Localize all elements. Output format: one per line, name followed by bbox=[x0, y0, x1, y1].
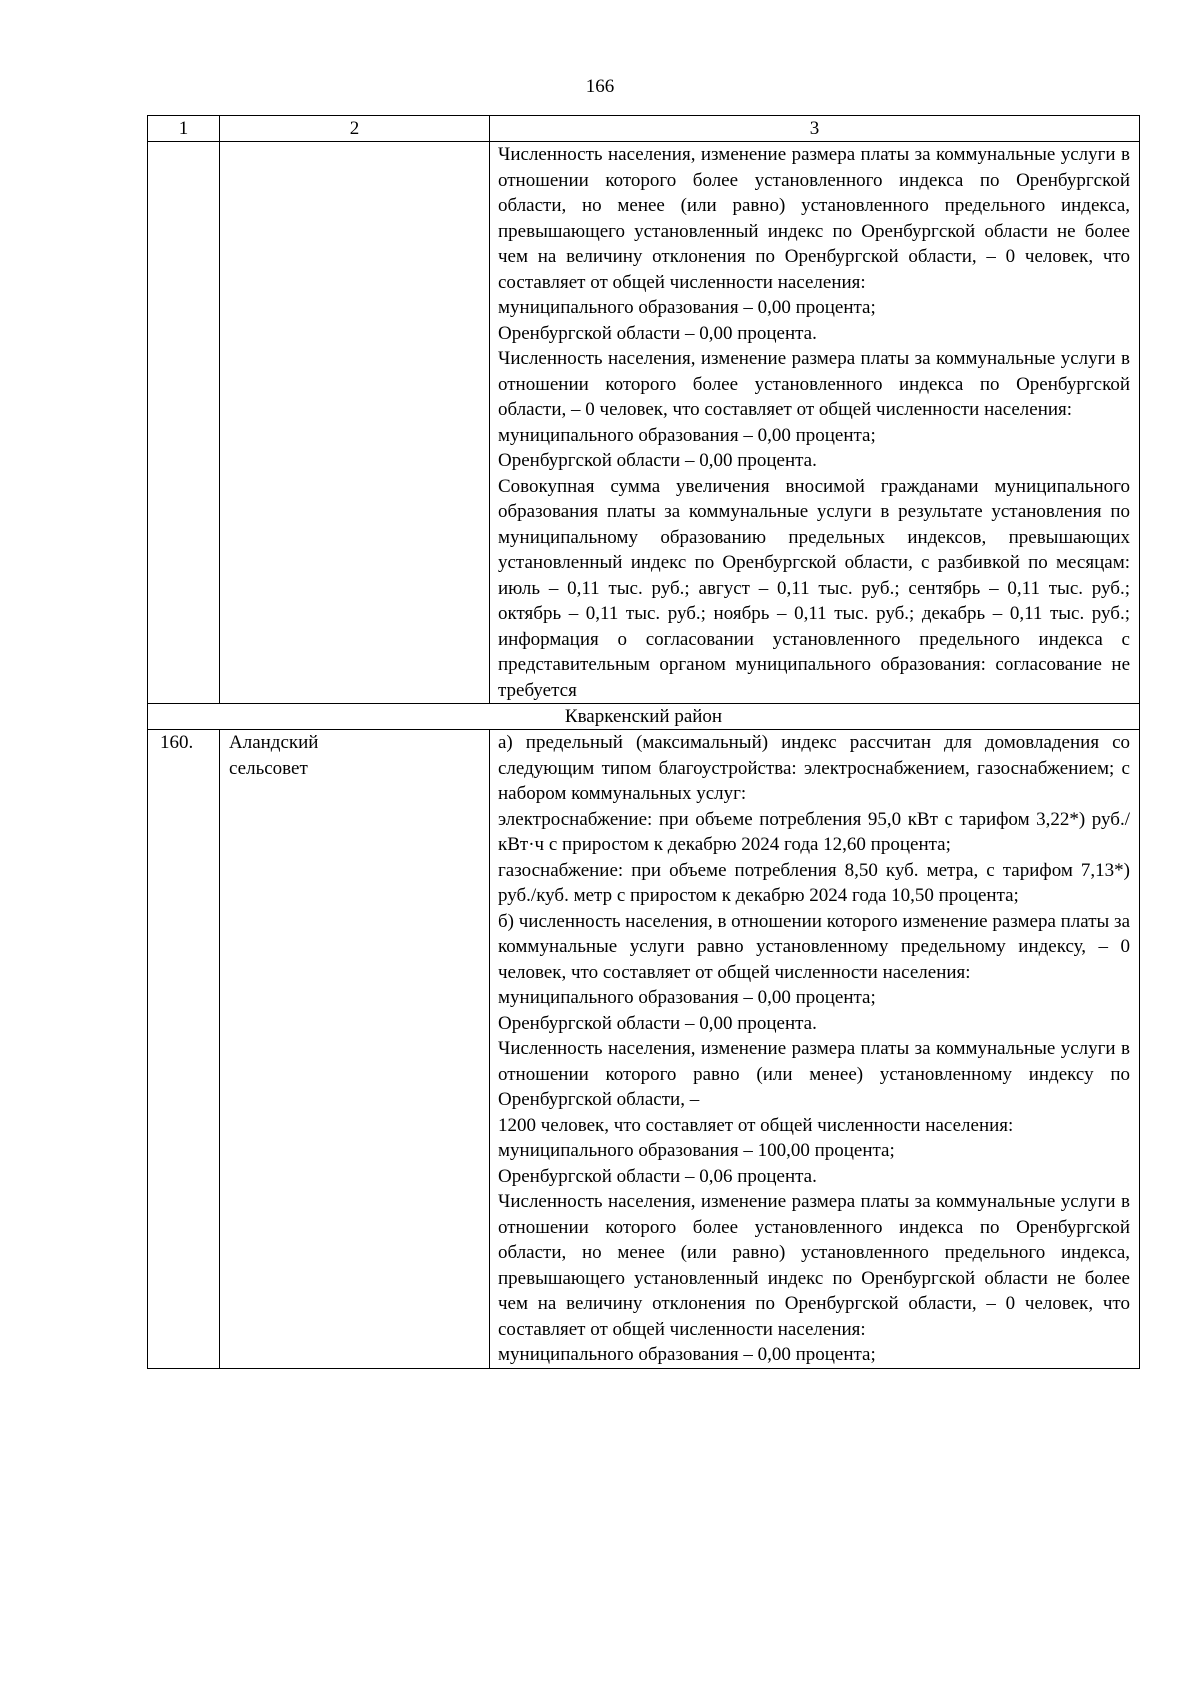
entry-paragraph: Численность населения, изменение размера платы за коммунальные услуги в отношении которого равно (или менее) установленному индексу по Оренбургской области, – bbox=[498, 1038, 1130, 1110]
entry-paragraph: а) предельный (максимальный) индекс рассчитан для домовладения со следующим типом благоустройства: электроснабжением, газоснабжением; с набором коммунальных услуг: bbox=[498, 732, 1130, 804]
entry-paragraph: 1200 человек, что составляет от общей численности населения: bbox=[498, 1114, 1014, 1136]
district-row bbox=[148, 704, 1140, 730]
entry-name-cell bbox=[220, 730, 490, 1369]
entry-name-line: сельсовет bbox=[229, 757, 308, 779]
page-number: 166 bbox=[585, 76, 615, 97]
column-header-3: 3 bbox=[490, 116, 1140, 142]
entry-paragraph: муниципального образования – 0,00 процента; bbox=[498, 1344, 876, 1365]
entry-paragraph: муниципального образования – 0,00 процента; bbox=[498, 987, 876, 1008]
column-header-1: 1 bbox=[148, 116, 220, 142]
entry-paragraph: Оренбургской области – 0,06 процента. bbox=[498, 1165, 817, 1187]
index-table bbox=[147, 115, 1140, 1369]
entry-name-line: Аландский bbox=[229, 732, 319, 753]
entry-paragraph: б) численность населения, в отношении которого изменение размера платы за коммунальные услуги равно установленному предельному индексу, – 0 человек, что составляет от общей численности населения: bbox=[498, 910, 1131, 983]
district-heading: Кваркенский район bbox=[148, 704, 1140, 730]
continued-paragraph: Оренбургской области – 0,00 процента. bbox=[498, 322, 817, 344]
column-header-2: 2 bbox=[220, 116, 490, 142]
entry-paragraph: электроснабжение: при объеме потребления 95,0 кВт с тарифом 3,22*) руб./кВт·ч с приростом к декабрю 2024 года 12,60 процента; bbox=[498, 808, 1130, 855]
continued-number-cell bbox=[148, 142, 220, 704]
entry-text-cell bbox=[490, 730, 1140, 1369]
entry-number: 160. bbox=[148, 730, 220, 1369]
column-header-row bbox=[148, 116, 1140, 142]
entry-paragraph: муниципального образования – 100,00 процента; bbox=[498, 1140, 895, 1161]
continued-paragraph: Численность населения, изменение размера платы за коммунальные услуги в отношении которого более установленного индекса по Оренбургской области, – 0 человек, что составляет от общей численности населения: bbox=[498, 348, 1130, 420]
continued-row bbox=[148, 142, 1140, 704]
entry-paragraph: газоснабжение: при объеме потребления 8,50 куб. метра, с тарифом 7,13*) руб./куб. метр с приростом к декабрю 2024 года 10,50 процента; bbox=[498, 859, 1130, 906]
continued-paragraph: Оренбургской области – 0,00 процента. bbox=[498, 450, 817, 471]
continued-name-cell bbox=[220, 142, 490, 704]
continued-paragraph: Совокупная сумма увеличения вносимой гражданами муниципального образования платы за коммунальные услуги в результате установления по муниципальному образованию предельных индексов, превышающих установленный индекс по Оренбургской области, с разбивкой по месяцам: июль – 0,11 тыс. руб.; август – 0,11 тыс. руб.; сентябрь – 0,11 тыс. руб.; октябрь – 0,11 тыс. руб.; ноябрь – 0,11 тыс. руб.; декабрь – 0,11 тыс. руб.; информация о согласовании установленного предельного индекса с представительным органом муниципального образования: согласование не требуется bbox=[498, 475, 1130, 701]
continued-paragraph: муниципального образования – 0,00 процента; bbox=[498, 297, 876, 318]
continued-paragraph: муниципального образования – 0,00 процента; bbox=[498, 424, 876, 446]
continued-paragraph: Численность населения, изменение размера платы за коммунальные услуги в отношении которого более установленного индекса по Оренбургской области, но менее (или равно) установленного предельного индекса, превышающего установленный индекс по Оренбургской области не более чем на величину отклонения по Оренбургской области, – 0 человек, что составляет от общей численности населения: bbox=[498, 144, 1130, 293]
entry-paragraph: Численность населения, изменение размера платы за коммунальные услуги в отношении которого более установленного индекса по Оренбургской области, но менее (или равно) установленного предельного индекса, превышающего установленный индекс по Оренбургской области не более чем на величину отклонения по Оренбургской области, – 0 человек, что составляет от общей численности населения: bbox=[498, 1191, 1130, 1340]
entry-row bbox=[148, 730, 1140, 1369]
entry-paragraph: Оренбургской области – 0,00 процента. bbox=[498, 1012, 817, 1034]
continued-text-cell bbox=[490, 142, 1140, 704]
